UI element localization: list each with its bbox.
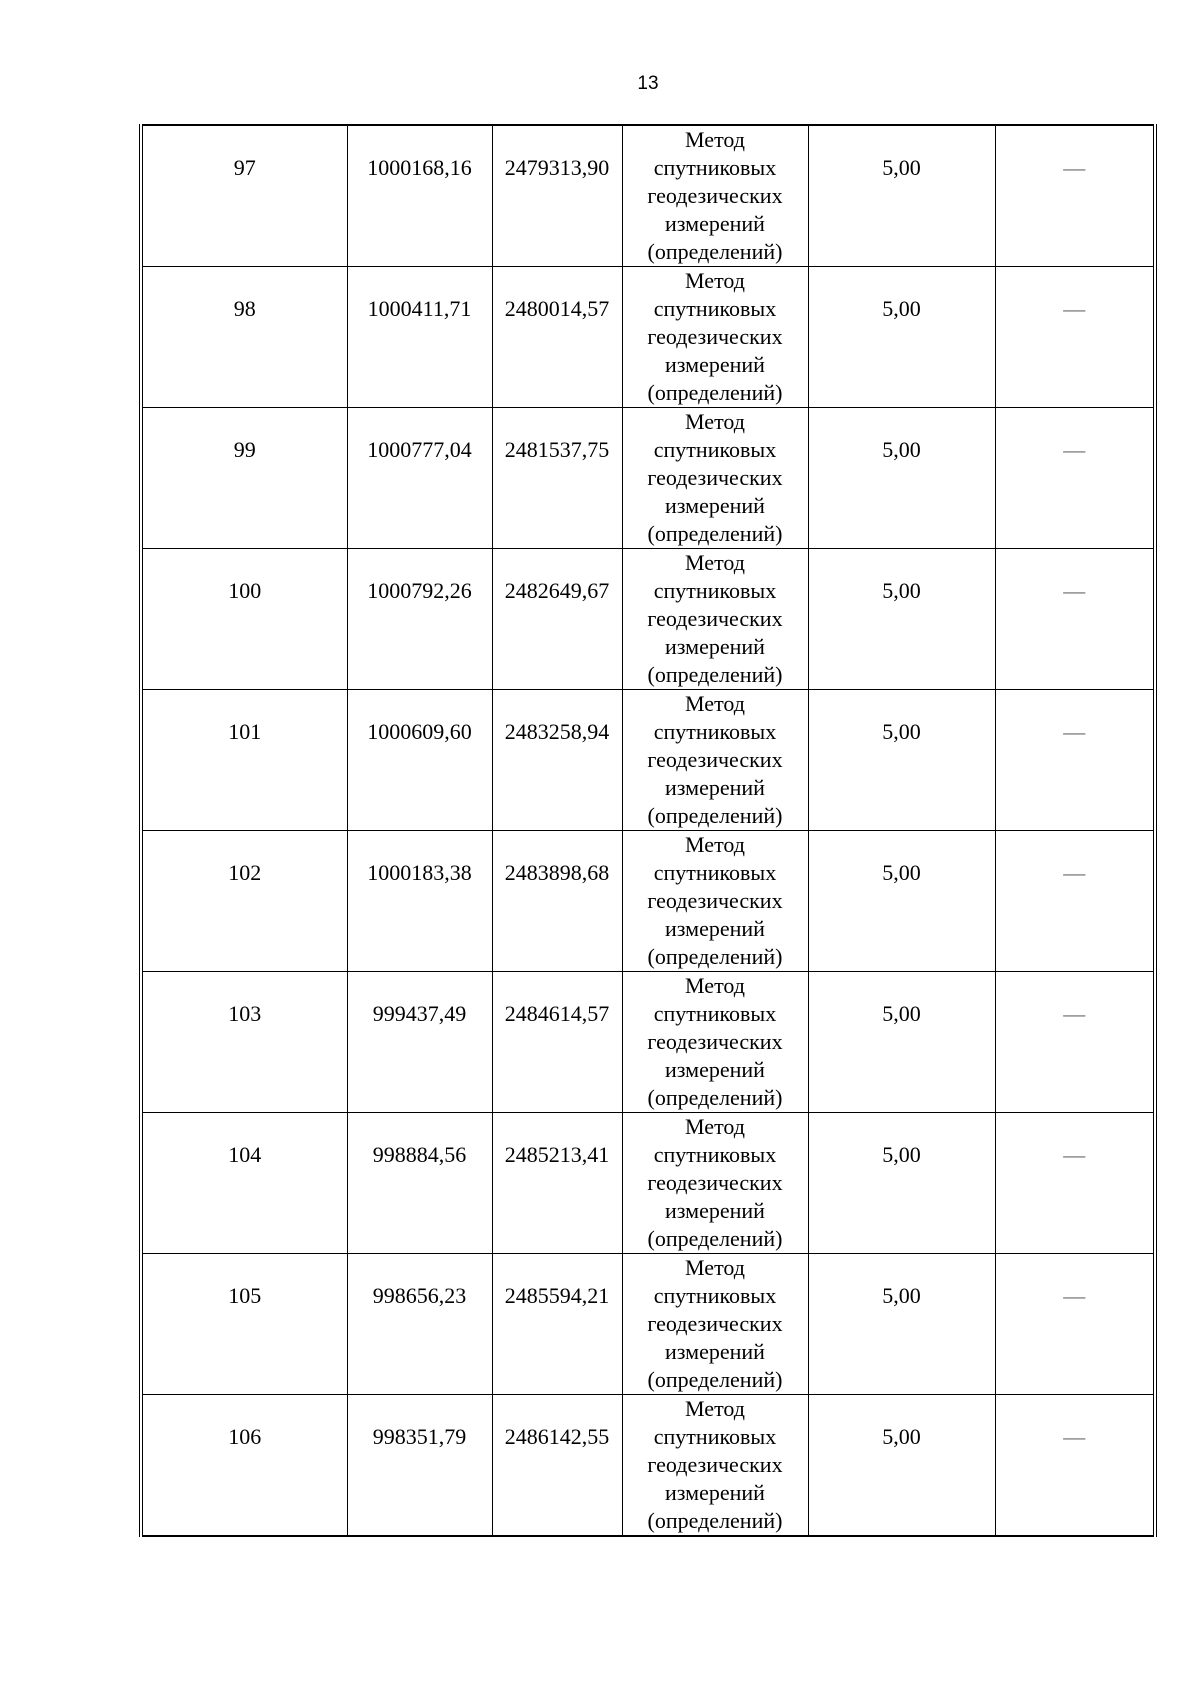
accuracy-cell <box>808 1113 995 1254</box>
method-cell <box>622 267 808 408</box>
note-dash: — <box>1063 155 1086 180</box>
x-value: 998884,56 <box>372 1142 467 1167</box>
x-value: 1000609,60 <box>367 719 472 744</box>
x-coordinate-cell <box>347 549 492 690</box>
num-value: 99 <box>233 437 256 462</box>
method-cell <box>622 408 808 549</box>
num-value: 102 <box>228 860 262 885</box>
method-text: Метод спутниковых геодезических измерений (определений) <box>647 1114 783 1251</box>
note-dash: — <box>1063 1424 1086 1449</box>
coordinates-table <box>139 124 1157 1537</box>
x-value: 998351,79 <box>372 1424 467 1449</box>
accuracy-value: 5,00 <box>882 1142 921 1167</box>
num-value: 104 <box>228 1142 262 1167</box>
x-coordinate-cell <box>347 690 492 831</box>
point-number-cell <box>141 408 347 549</box>
y-coordinate-cell <box>492 1395 622 1537</box>
method-cell <box>622 1113 808 1254</box>
page-number: 13 <box>637 73 659 94</box>
x-value: 1000411,71 <box>367 296 472 321</box>
x-coordinate-cell <box>347 408 492 549</box>
note-cell <box>995 1395 1155 1537</box>
note-dash: — <box>1063 1283 1086 1308</box>
table-body <box>141 125 1155 1536</box>
table-row <box>141 1113 1155 1254</box>
y-value: 2485594,21 <box>504 1283 610 1308</box>
point-number-cell <box>141 267 347 408</box>
method-cell <box>622 1254 808 1395</box>
y-coordinate-cell <box>492 408 622 549</box>
accuracy-cell <box>808 690 995 831</box>
note-dash: — <box>1063 296 1086 321</box>
y-coordinate-cell <box>492 831 622 972</box>
method-text: Метод спутниковых геодезических измерений (определений) <box>647 268 783 405</box>
num-value: 101 <box>228 719 262 744</box>
method-cell <box>622 1395 808 1537</box>
y-value: 2482649,67 <box>504 578 610 603</box>
table-row <box>141 1395 1155 1537</box>
y-coordinate-cell <box>492 267 622 408</box>
method-text: Метод спутниковых геодезических измерений (определений) <box>647 1255 783 1392</box>
note-cell <box>995 831 1155 972</box>
x-coordinate-cell <box>347 1113 492 1254</box>
accuracy-cell <box>808 408 995 549</box>
note-dash: — <box>1063 578 1086 603</box>
num-value: 103 <box>228 1001 262 1026</box>
num-value: 106 <box>228 1424 262 1449</box>
point-number-cell <box>141 1395 347 1537</box>
x-value: 1000168,16 <box>367 155 472 180</box>
accuracy-value: 5,00 <box>882 1424 921 1449</box>
accuracy-value: 5,00 <box>882 860 921 885</box>
point-number-cell <box>141 690 347 831</box>
method-cell <box>622 125 808 267</box>
x-value: 1000777,04 <box>367 437 472 462</box>
accuracy-cell <box>808 267 995 408</box>
x-coordinate-cell <box>347 1395 492 1537</box>
accuracy-value: 5,00 <box>882 719 921 744</box>
method-text: Метод спутниковых геодезических измерений (определений) <box>647 691 783 828</box>
accuracy-value: 5,00 <box>882 437 921 462</box>
y-value: 2483258,94 <box>504 719 610 744</box>
x-value: 1000183,38 <box>367 860 472 885</box>
method-text: Метод спутниковых геодезических измерений (определений) <box>647 973 783 1110</box>
accuracy-cell <box>808 549 995 690</box>
note-cell <box>995 690 1155 831</box>
note-cell <box>995 1254 1155 1395</box>
y-coordinate-cell <box>492 125 622 267</box>
point-number-cell <box>141 125 347 267</box>
num-value: 105 <box>228 1283 262 1308</box>
table-row <box>141 125 1155 267</box>
point-number-cell <box>141 549 347 690</box>
note-cell <box>995 972 1155 1113</box>
x-value: 1000792,26 <box>367 578 472 603</box>
table-row <box>141 267 1155 408</box>
point-number-cell <box>141 972 347 1113</box>
note-dash: — <box>1063 1001 1086 1026</box>
point-number-cell <box>141 831 347 972</box>
y-coordinate-cell <box>492 1113 622 1254</box>
y-value: 2481537,75 <box>504 437 610 462</box>
accuracy-cell <box>808 972 995 1113</box>
y-value: 2480014,57 <box>504 296 610 321</box>
method-cell <box>622 690 808 831</box>
method-cell <box>622 549 808 690</box>
point-number-cell <box>141 1254 347 1395</box>
point-number-cell <box>141 1113 347 1254</box>
table-row <box>141 549 1155 690</box>
accuracy-cell <box>808 831 995 972</box>
y-value: 2486142,55 <box>504 1424 610 1449</box>
method-cell <box>622 831 808 972</box>
accuracy-cell <box>808 1254 995 1395</box>
x-coordinate-cell <box>347 1254 492 1395</box>
note-dash: — <box>1063 1142 1086 1167</box>
accuracy-value: 5,00 <box>882 578 921 603</box>
x-value: 999437,49 <box>372 1001 467 1026</box>
y-coordinate-cell <box>492 549 622 690</box>
x-coordinate-cell <box>347 831 492 972</box>
accuracy-value: 5,00 <box>882 296 921 321</box>
accuracy-value: 5,00 <box>882 1283 921 1308</box>
num-value: 98 <box>233 296 256 321</box>
method-text: Метод спутниковых геодезических измерений (определений) <box>647 1396 783 1533</box>
table-row <box>141 972 1155 1113</box>
accuracy-value: 5,00 <box>882 1001 921 1026</box>
x-value: 998656,23 <box>372 1283 467 1308</box>
y-value: 2485213,41 <box>504 1142 610 1167</box>
note-cell <box>995 267 1155 408</box>
method-text: Метод спутниковых геодезических измерений (определений) <box>647 409 783 546</box>
table-row <box>141 408 1155 549</box>
table-row <box>141 1254 1155 1395</box>
y-coordinate-cell <box>492 690 622 831</box>
note-cell <box>995 125 1155 267</box>
y-value: 2479313,90 <box>504 155 610 180</box>
y-coordinate-cell <box>492 972 622 1113</box>
x-coordinate-cell <box>347 972 492 1113</box>
note-dash: — <box>1063 860 1086 885</box>
note-cell <box>995 1113 1155 1254</box>
method-text: Метод спутниковых геодезических измерений (определений) <box>647 832 783 969</box>
note-cell <box>995 408 1155 549</box>
y-coordinate-cell <box>492 1254 622 1395</box>
note-cell <box>995 549 1155 690</box>
method-cell <box>622 972 808 1113</box>
y-value: 2483898,68 <box>504 860 610 885</box>
accuracy-cell <box>808 125 995 267</box>
method-text: Метод спутниковых геодезических измерений (определений) <box>647 550 783 687</box>
accuracy-cell <box>808 1395 995 1537</box>
x-coordinate-cell <box>347 267 492 408</box>
num-value: 100 <box>228 578 262 603</box>
note-dash: — <box>1063 437 1086 462</box>
x-coordinate-cell <box>347 125 492 267</box>
accuracy-value: 5,00 <box>882 155 921 180</box>
y-value: 2484614,57 <box>504 1001 610 1026</box>
note-dash: — <box>1063 719 1086 744</box>
table-row <box>141 690 1155 831</box>
method-text: Метод спутниковых геодезических измерений (определений) <box>647 127 783 264</box>
table-row <box>141 831 1155 972</box>
num-value: 97 <box>233 155 256 180</box>
